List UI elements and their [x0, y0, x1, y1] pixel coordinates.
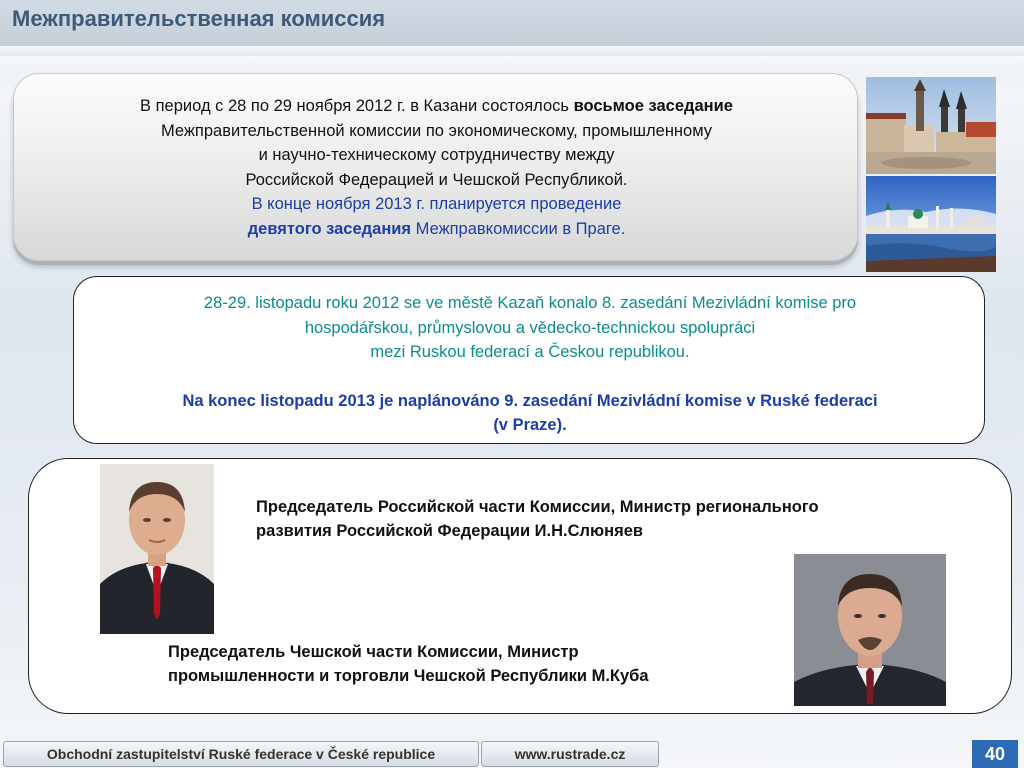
cz-chair-caption-line-1: Председатель Чешской части Комиссии, Министр — [168, 643, 579, 661]
ru-ninth-meeting: девятого заседания — [247, 219, 412, 238]
ru-line-1: В период с 28 по 29 ноября 2012 г. в Казани состоялось восьмое заседание — [140, 97, 733, 115]
title-bar — [0, 0, 1024, 56]
footer-website-label: www.rustrade.cz — [514, 746, 626, 762]
footer-org-label: Obchodní zastupitelství Ruské federace v České republice — [46, 746, 436, 762]
kazan-kremlin-photo — [866, 176, 996, 272]
ru-line-3: и научно-техническому сотрудничеству между — [258, 146, 615, 164]
page-number-badge: 40 — [972, 740, 1018, 768]
page-title: Межправительственная комиссия — [12, 6, 386, 31]
ru-chair-caption-line-2: развития Российской Федерации И.Н.Слюняев — [256, 522, 644, 540]
ru-eighth-meeting: восьмое заседание — [573, 97, 733, 115]
ru-chair-caption — [256, 495, 956, 543]
prague-photo — [866, 77, 996, 174]
kuba-portrait — [794, 554, 946, 706]
cz-line-4: Na konec listopadu 2013 je naplánováno 9. zasedání Mezivládní komise v Ruské federaci — [182, 391, 878, 410]
ru-info-panel — [13, 73, 858, 261]
cz-info-panel — [73, 276, 985, 444]
slyunyaev-portrait — [100, 464, 214, 634]
cz-chair-caption-line-2: промышленности и торговли Чешской Республики М.Куба — [168, 667, 649, 685]
cz-line-3: mezi Ruskou federací a Českou republikou. — [370, 343, 690, 361]
ru-line-4: Российской Федерацией и Чешской Республикой. — [245, 170, 628, 189]
cz-line-1: 28-29. listopadu roku 2012 se ve městě Kazaň konalo 8. zasedání Mezivládní komise pro — [203, 294, 857, 312]
ru-line-6: девятого заседания Межправкомиссии в Праге. — [247, 219, 626, 238]
ru-info-text — [14, 94, 859, 241]
footer-org-tab[interactable] — [3, 741, 479, 767]
cz-line-2: hospodářskou, průmyslovou a vědecko-technickou spolupráci — [304, 318, 756, 337]
ru-line-5: В конце ноября 2013 г. планируется проведение — [251, 195, 622, 213]
ru-line-2: Межправительственной комиссии по экономическому, промышленному — [160, 121, 713, 140]
cz-line-5: (v Praze). — [493, 416, 567, 434]
cz-chair-caption — [168, 640, 788, 688]
cz-info-text — [74, 291, 986, 438]
cz-spacer — [74, 365, 986, 389]
footer-website-link[interactable] — [481, 741, 659, 767]
ru-chair-caption-line-1: Председатель Российской части Комиссии, Министр регионального — [256, 498, 819, 516]
